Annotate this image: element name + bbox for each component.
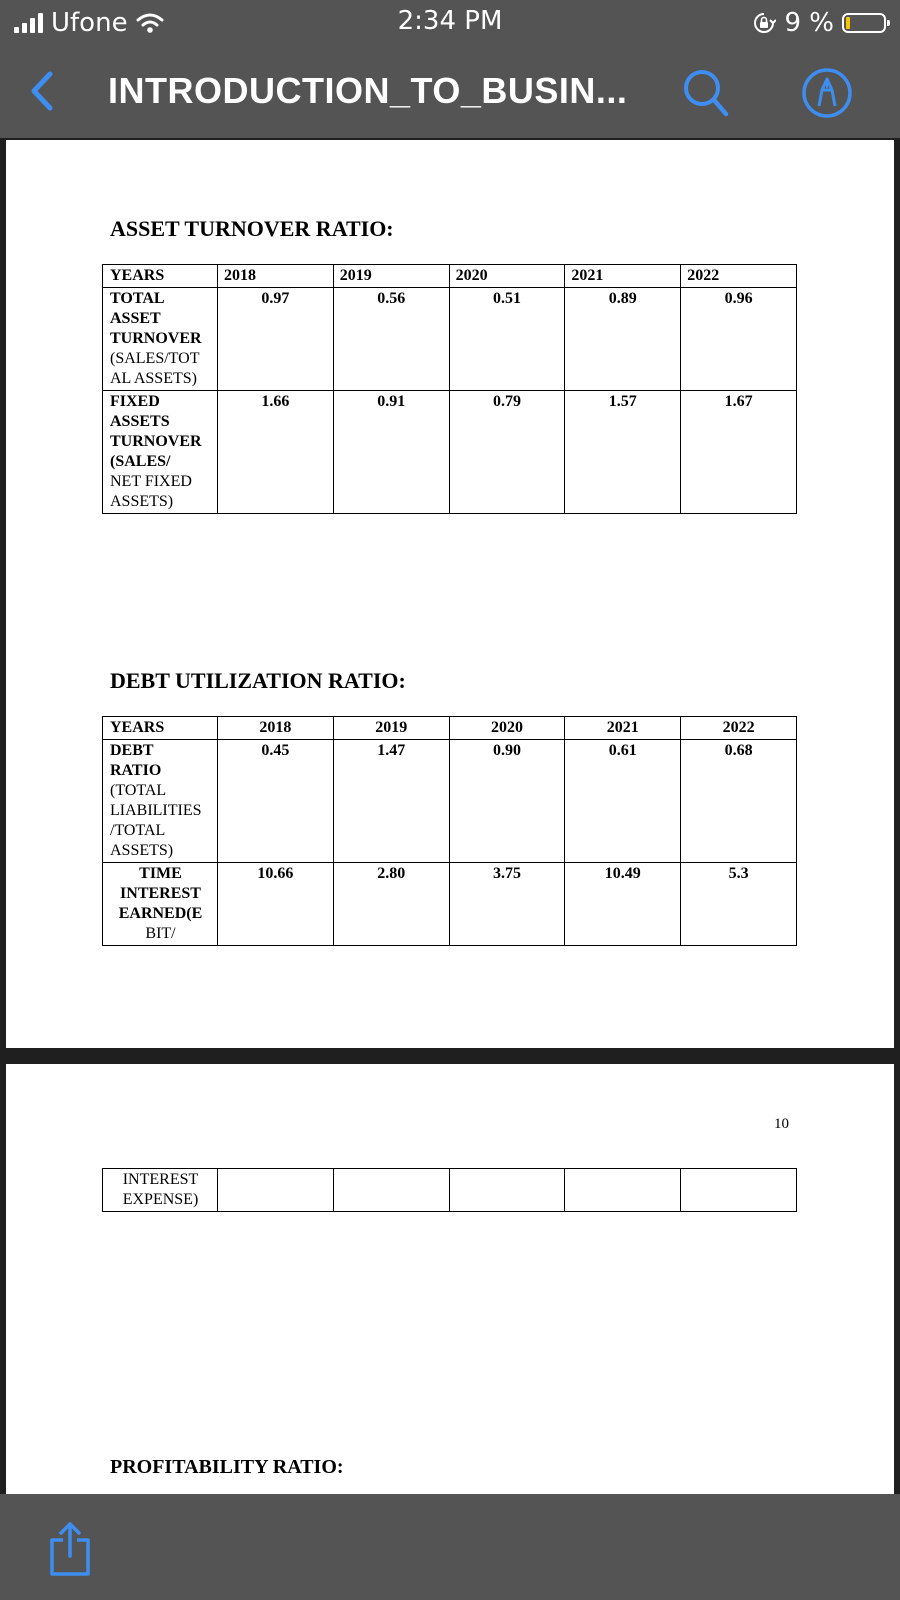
table-cell: 2.80 — [333, 863, 449, 946]
table-cell: 1.67 — [681, 391, 797, 514]
label-line: FIXED — [110, 393, 160, 410]
status-bar — [0, 0, 900, 46]
label-line: ASSETS) — [110, 493, 174, 510]
status-right — [752, 6, 886, 40]
year-header: 2022 — [681, 265, 797, 288]
carrier-name: Ufone — [51, 8, 128, 38]
year-header: 2020 — [449, 265, 565, 288]
table-row — [103, 391, 797, 514]
label-line: EXPENSE) — [122, 1191, 199, 1208]
label-line: BIT/ — [145, 925, 176, 942]
label-line: EARNED(E — [118, 905, 203, 922]
continued-table — [102, 1168, 797, 1212]
year-header: 2019 — [333, 265, 449, 288]
table-cell — [333, 1169, 449, 1212]
back-button[interactable] — [22, 66, 62, 116]
year-header: 2021 — [565, 265, 681, 288]
table-cell: 0.45 — [218, 740, 334, 863]
years-header: YEARS — [103, 717, 218, 740]
year-header: 2018 — [218, 717, 334, 740]
debt-utilization-title: DEBT UTILIZATION RATIO: — [110, 668, 406, 693]
label-line: TOTAL — [110, 290, 165, 307]
table-cell: 0.89 — [565, 288, 681, 391]
label-line: INTEREST — [120, 885, 201, 902]
table-row — [103, 740, 797, 863]
table-cell: 0.51 — [449, 288, 565, 391]
label-line: RATIO — [110, 762, 162, 779]
label-line: TIME — [139, 865, 182, 882]
label-line: (SALES/TOT — [110, 350, 200, 367]
label-line: NET FIXED — [110, 473, 192, 490]
table-cell: 10.66 — [218, 863, 334, 946]
year-header: 2020 — [449, 717, 565, 740]
label-line: AL ASSETS) — [110, 370, 197, 387]
nav-bar — [0, 46, 900, 138]
battery-percent: 9 % — [784, 8, 834, 38]
share-button[interactable] — [46, 1520, 94, 1578]
table-row — [103, 863, 797, 946]
asset-turnover-table — [102, 264, 797, 514]
year-header: 2021 — [565, 717, 681, 740]
label-line: (SALES/ — [110, 453, 171, 470]
label-line: TURNOVER — [110, 330, 202, 347]
battery-icon — [842, 13, 886, 33]
row-label-fixed-assets-turnover — [103, 391, 218, 514]
table-cell: 1.57 — [565, 391, 681, 514]
table-cell: 3.75 — [449, 863, 565, 946]
table-cell: 10.49 — [565, 863, 681, 946]
table-cell: 1.47 — [333, 740, 449, 863]
row-label-interest-expense — [103, 1169, 218, 1212]
table-cell: 0.91 — [333, 391, 449, 514]
status-time: 2:34 PM — [397, 6, 503, 36]
table-cell: 0.61 — [565, 740, 681, 863]
label-line: TURNOVER — [110, 433, 202, 450]
debt-utilization-table — [102, 716, 797, 946]
label-line: /TOTAL — [110, 822, 166, 839]
row-label-time-interest-earned — [103, 863, 218, 946]
table-cell: 0.68 — [681, 740, 797, 863]
table-cell: 0.79 — [449, 391, 565, 514]
year-header: 2019 — [333, 717, 449, 740]
document-title: INTRODUCTION_TO_BUSIN... — [108, 70, 628, 111]
table-cell — [681, 1169, 797, 1212]
year-header: 2018 — [218, 265, 334, 288]
search-button[interactable] — [680, 64, 732, 120]
label-line: DEBT — [110, 742, 154, 759]
table-row — [103, 1169, 797, 1212]
markup-button[interactable] — [800, 66, 854, 120]
document-page-2 — [6, 1064, 894, 1494]
row-label-debt-ratio — [103, 740, 218, 863]
table-cell: 0.96 — [681, 288, 797, 391]
label-line: ASSETS) — [110, 842, 174, 859]
table-cell — [218, 1169, 334, 1212]
year-header: 2022 — [681, 717, 797, 740]
page-number: 10 — [774, 1116, 789, 1132]
asset-turnover-title: ASSET TURNOVER RATIO: — [110, 216, 394, 241]
years-header: YEARS — [103, 265, 218, 288]
row-label-total-asset-turnover — [103, 288, 218, 391]
table-cell: 0.97 — [218, 288, 334, 391]
table-row — [103, 288, 797, 391]
label-line: LIABILITIES — [110, 802, 202, 819]
label-line: ASSETS — [110, 413, 170, 430]
table-cell: 0.56 — [333, 288, 449, 391]
table-header-row — [103, 717, 797, 740]
orientation-lock-icon — [752, 11, 776, 35]
table-cell: 5.3 — [681, 863, 797, 946]
profitability-title: PROFITABILITY RATIO: — [110, 1456, 344, 1478]
table-cell: 1.66 — [218, 391, 334, 514]
bottom-toolbar — [0, 1494, 900, 1600]
label-line: ASSET — [110, 310, 161, 327]
label-line: (TOTAL — [110, 782, 167, 799]
table-cell — [449, 1169, 565, 1212]
table-cell — [565, 1169, 681, 1212]
document-page-1 — [6, 140, 894, 1048]
table-header-row — [103, 265, 797, 288]
table-cell: 0.90 — [449, 740, 565, 863]
label-line: INTEREST — [122, 1171, 199, 1188]
